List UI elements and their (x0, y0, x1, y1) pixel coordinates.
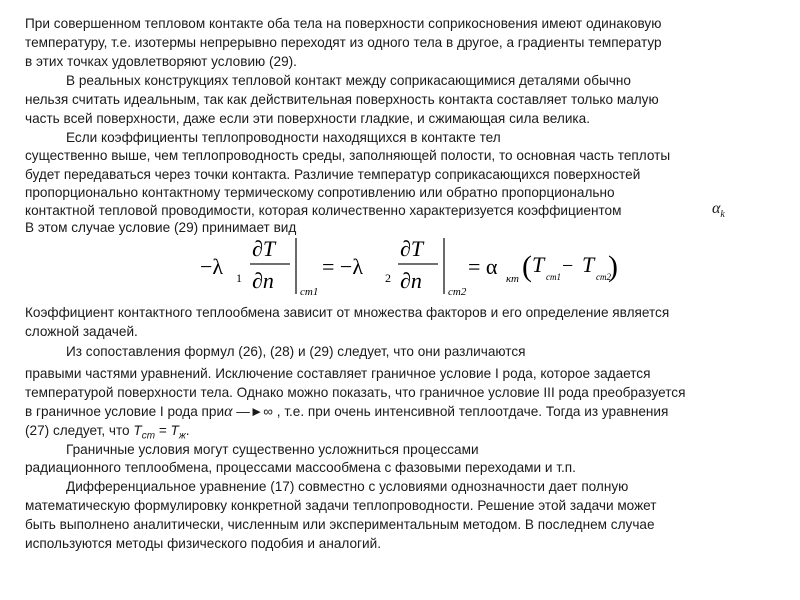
text-line: быть выполнено аналитически, численным или экспериментальным методом. В последнем случае (25, 517, 655, 532)
formula-partial-t-2: ∂T (400, 236, 424, 261)
formula-equals-alpha: = α (468, 254, 498, 279)
text-segment: в граничное условие I рода при (25, 404, 225, 419)
text-line: сложной задачей. (25, 324, 138, 339)
text-line: радиационного теплообмена, процессами массообмена с фазовыми переходами и т.п. (25, 460, 576, 475)
text-line: температуру, т.е. изотермы непрерывно переходят из одного тела в другое, а градиенты температур (25, 35, 662, 50)
text-line: Граничные условия могут существенно усложниться процессами (66, 442, 479, 457)
formula-t2: T (582, 252, 595, 277)
text-line: Дифференциальное уравнение (17) совместно с условиями однозначности дает полную (66, 479, 629, 494)
text-line: В реальных конструкциях тепловой контакт между соприкасающимися деталями обычно (66, 73, 631, 88)
alpha-symbol: α (224, 403, 233, 420)
t-symbol: Т (170, 423, 179, 438)
formula-partial-n-2: ∂n (400, 268, 422, 293)
formula-t1-sub: ст1 (546, 272, 561, 282)
text-line: будет передаваться через точки контакта. Различие температур соприкасающихся поверхностей (25, 167, 641, 182)
text-line: При совершенном тепловом контакте оба тела на поверхности соприкосновения имеют одинаковую (25, 16, 662, 31)
formula-minus: − (562, 255, 574, 277)
text-line: правыми частями уравнений. Исключение составляет граничное условие I рода, которое задается (25, 366, 651, 381)
formula-partial-n-1: ∂n (252, 268, 274, 293)
contact-boundary-formula (200, 232, 620, 300)
text-line: математическую формулировку конкретной задачи теплопроводности. Решение этой задачи может (25, 498, 657, 513)
formula-t2-sub: ст2 (596, 272, 611, 282)
formula-eval-sub-2: ст2 (448, 286, 467, 298)
formula-minus-lambda1: −λ (200, 254, 224, 279)
t-sub-st: ст (141, 430, 156, 442)
formula-eval-sub-1: ст1 (300, 286, 319, 298)
t-sub-zh: ж (178, 430, 186, 442)
text-segment: = (155, 423, 171, 438)
text-line: часть всей поверхности, даже если эти поверхности гладкие, и сжимающая сила велика. (25, 111, 591, 126)
text-line: используются методы физического подобия и аналогий. (25, 536, 381, 551)
text-line: В этом случае условие (29) принимает вид (25, 220, 297, 235)
t-symbol: Т (133, 423, 142, 438)
text-line: Если коэффициенты теплопроводности находящихся в контакте тел (66, 130, 501, 145)
alpha-k-symbol: $\alpha_k$ (712, 200, 725, 221)
text-segment: —►∞ , т.е. при очень интенсивной теплоотдаче. Тогда из уравнения (232, 404, 669, 419)
text-line: Коэффициент контактного теплообмена зависит от множества факторов и его определение является (25, 305, 670, 320)
text-segment: . (185, 423, 190, 438)
text-line: температурой поверхности тела. Однако можно показать, что граничное условие III рода преобразуется (25, 385, 686, 400)
text-line: существенно выше, чем теплопроводность среды, заполняющей полости, то основная часть теплоты (25, 148, 671, 163)
formula-lambda2-sub: 2 (385, 271, 391, 285)
text-line: пропорционально контактному термическому сопротивлению или обратно пропорционально (25, 185, 615, 200)
formula-paren-open: ( (522, 250, 532, 283)
formula-t1: T (532, 252, 545, 277)
formula-paren-close: ) (608, 250, 618, 283)
formula-alpha-sub: кт (506, 273, 519, 285)
text-line: нельзя считать идеальным, так как действительная поверхность контакта составляет только малую (25, 92, 659, 107)
formula-partial-t-1: ∂T (252, 236, 276, 261)
text-line: Из сопоставления формул (26), (28) и (29) следует, что они различаются (66, 344, 526, 359)
text-line: в этих точках удовлетворяют условию (29). (25, 54, 297, 69)
text-line (25, 403, 668, 421)
formula-equals-minus-lambda2: = −λ (322, 254, 363, 279)
formula-lambda1-sub: 1 (236, 271, 242, 285)
text-line: контактной тепловой проводимости, которая количественно характеризуется коэффициентом (25, 203, 622, 218)
text-segment: (27) следует, что (25, 423, 134, 438)
